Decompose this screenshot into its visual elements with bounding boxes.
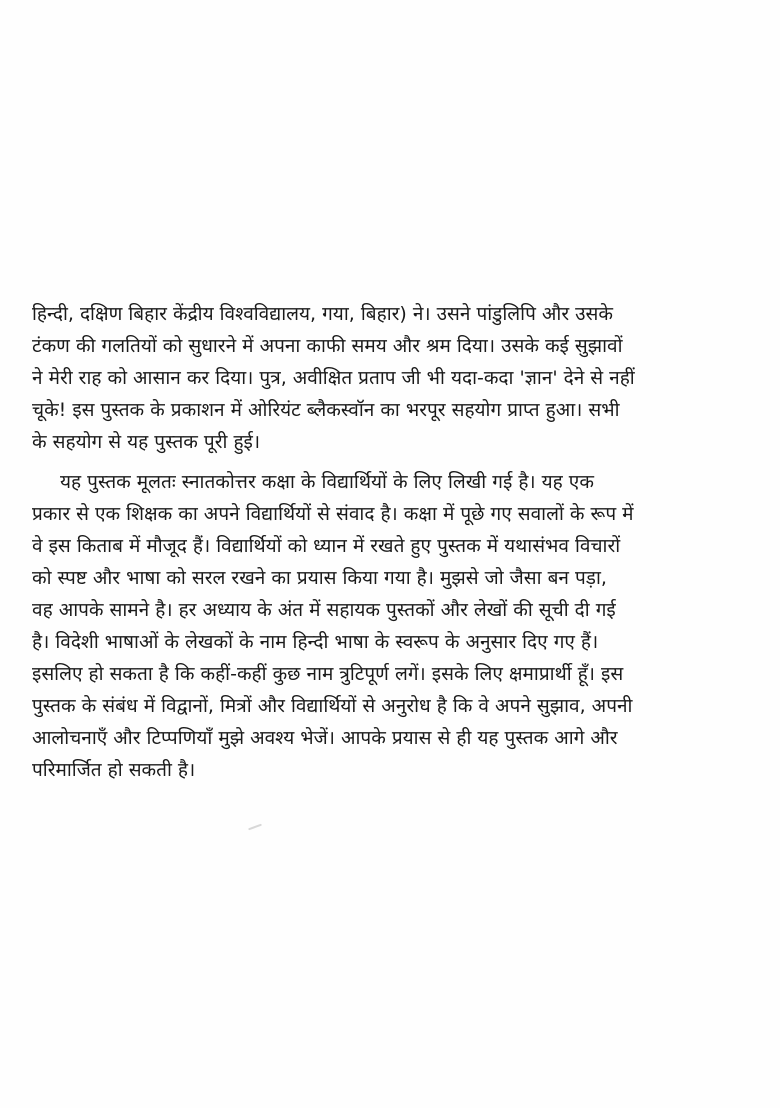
text-line: प्रकार से एक शिक्षक का अपने विद्यार्थियों से संवाद है। कक्षा में पूछे गए सवालों के रूप में — [32, 503, 634, 525]
text-line: इसलिए हो सकता है कि कहीं-कहीं कुछ नाम त्रुटिपूर्ण लगें। इसके लिए क्षमाप्रार्थी हूँ। इस — [32, 663, 624, 685]
text-line: टंकण की गलतियों को सुधारने में अपना काफी समय और श्रम दिया। उसके कई सुझावों — [32, 335, 623, 357]
text-line: के सहयोग से यह पुस्तक पूरी हुई। — [32, 431, 261, 453]
text-line: हिन्दी, दक्षिण बिहार केंद्रीय विश्वविद्यालय, गया, बिहार) ने। उसने पांडुलिपि और उसके — [32, 303, 613, 325]
text-line: वह आपके सामने है। हर अध्याय के अंत में सहायक पुस्तकों और लेखों की सूची दी गई — [32, 599, 616, 621]
text-line: ने मेरी राह को आसान कर दिया। पुत्र, अवीक्षित प्रताप जी भी यदा-कदा 'ज्ञान' देने से नहीं — [32, 367, 635, 389]
paragraph-acknowledgement — [32, 298, 748, 458]
text-line: को स्पष्ट और भाषा को सरल रखने का प्रयास किया गया है। मुझसे जो जैसा बन पड़ा, — [32, 567, 607, 589]
scan-speck — [248, 824, 262, 831]
text-line: चूके! इस पुस्तक के प्रकाशन में ओरियंट ब्लैकस्वॉन का भरपूर सहयोग प्राप्त हुआ। सभी — [32, 399, 620, 421]
text-line: पुस्तक के संबंध में विद्वानों, मित्रों और विद्यार्थियों से अनुरोध है कि वे अपने सुझाव, अपनी — [32, 695, 633, 717]
text-line: यह पुस्तक मूलतः स्नातकोत्तर कक्षा के विद्यार्थियों के लिए लिखी गई है। यह एक — [60, 471, 594, 493]
text-line: है। विदेशी भाषाओं के लेखकों के नाम हिन्दी भाषा के स्वरूप के अनुसार दिए गए हैं। — [32, 631, 599, 653]
text-line: परिमार्जित हो सकती है। — [32, 759, 196, 781]
text-line: वे इस किताब में मौजूद हैं। विद्यार्थियों को ध्यान में रखते हुए पुस्तक में यथासंभव विचारों — [32, 535, 621, 557]
text-line: आलोचनाएँ और टिप्पणियाँ मुझे अवश्य भेजें। आपके प्रयास से ही यह पुस्तक आगे और — [32, 727, 618, 749]
body-text — [32, 298, 748, 786]
paragraph-book-purpose — [32, 466, 748, 786]
